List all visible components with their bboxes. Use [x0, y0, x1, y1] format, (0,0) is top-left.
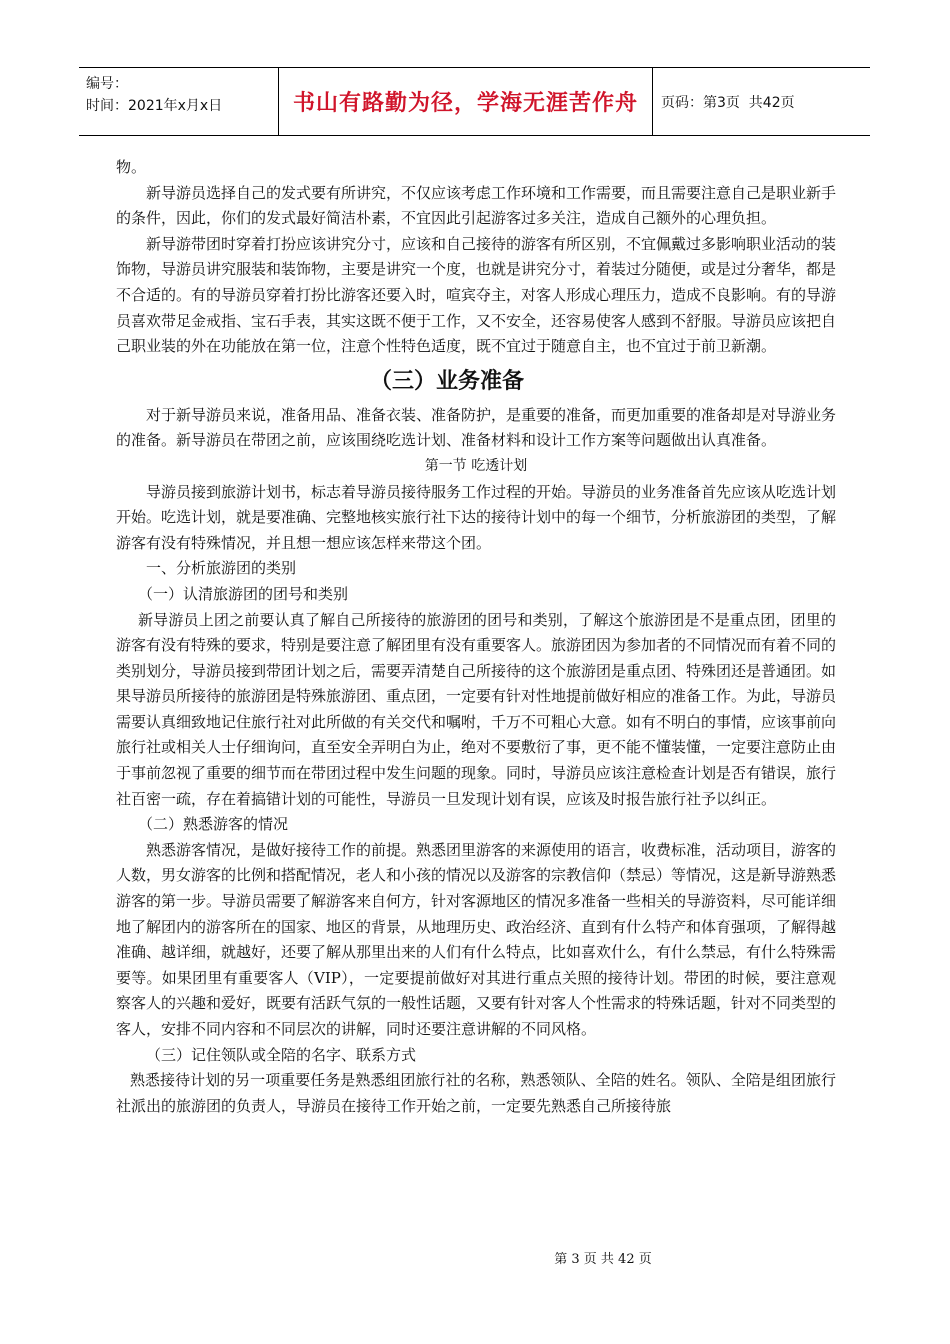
section-title: （三）业务准备 [369, 368, 524, 394]
paragraph: 导游员接到旅游计划书，标志着导游员接待服务工作过程的开始。导游员的业务准备首先应该从吃选计划开始。吃选计划，就是要准确、完整地核实旅行社下达的接待计划中的每一个细节，分析旅游团的类型，了解游客有没有特殊情况，并且想一想应该怎样来带这个团。 [116, 482, 837, 552]
page-header [79, 67, 870, 136]
paragraph: 物。 [116, 158, 147, 176]
paragraph: 新导游员选择自己的发式要有所讲究，不仅应该考虑工作环境和工作需要，而且需要注意自己是职业新手的条件，因此，你们的发式最好简洁朴素，不宜因此引起游客过多关注，造成自己额外的心理负担。 [116, 183, 837, 228]
paragraph: 熟悉游客情况，是做好接待工作的前提。熟悉团里游客的来源使用的语言，收费标准，活动项目，游客的人数，男女游客的比例和搭配情况，老人和小孩的情况以及游客的宗教信仰（禁忌）等情况，这是新导游熟悉游客的第一步。导游员需要了解游客来自何方，针对客源地区的情况多准备一些相关的导游资料，尽可能详细地了解团内的游客所在的国家、地区的背景，从地理历史、政治经济、直到有什么特产和体育强项，了解得越准确、越详细，就越好，还要了解从那里出来的人们有什么特点，比如喜欢什么，有什么禁忌，有什么特殊需要等。如果团里有重要客人（VIP），一定要提前做好对其进行重点关照的接待计划。带团的时候，要注意观察客人的兴趣和爱好，既要有活跃气氛的一般性话题，又要有针对客人个性需求的特殊话题，针对不同类型的客人，安排不同内容和不同层次的讲解，同时还要注意讲解的不同风格。 [116, 840, 837, 1038]
header-motto: 书山有路勤为径，学海无涯苦作舟 [279, 68, 653, 135]
heading-level-2: （二）熟悉游客的情况 [138, 815, 289, 834]
paragraph: 新导游带团时穿着打扮应该讲究分寸，应该和自己接待的游客有所区别，不宜佩戴过多影响职业活动的装饰物，导游员讲究服装和装饰物，主要是讲究一个度，也就是讲究分寸，着装过分随便，或是过分奢华，都是不合适的。有的导游员穿着打扮比游客还要入时，喧宾夺主，对客人形成心理压力，造成不良影响。有的导游员喜欢带足金戒指、宝石手表，其实这既不便于工作，又不安全，还容易使客人感到不舒服。导游员应该把自己职业装的外在功能放在第一位，注意个性特色适度，既不宜过于随意自主，也不宜过于前卫新潮。 [116, 234, 837, 356]
paragraph: 对于新导游员来说，准备用品、准备衣装、准备防护，是重要的准备，而更加重要的准备却是对导游业务的准备。新导游员在带团之前，应该围绕吃选计划、准备材料和设计工作方案等问题做出认真准备。 [116, 405, 837, 450]
header-meta [79, 68, 279, 135]
paragraph: 熟悉接待计划的另一项重要任务是熟悉组团旅行社的名称，熟悉领队、全陪的姓名。领队、全陪是组团旅行社派出的旅游团的负责人，导游员在接待工作开始之前，一定要先熟悉自己所接待旅 [116, 1071, 836, 1115]
header-page-info [653, 68, 870, 135]
subsection-title: 第一节 吃透计划 [424, 457, 528, 474]
heading-level-1: 一、分析旅游团的类别 [146, 559, 297, 578]
header-page-info-text: 页码：第3页 共42页 [661, 94, 795, 111]
paragraph: 新导游员上团之前要认真了解自己所接待的旅游团的团号和类别，了解这个旅游团是不是重点团，团里的游客有没有特殊的要求，特别是要注意了解团里有没有重要客人。旅游团因为参加者的不同情况而有着不同的类别划分，导游员接到带团计划之后，需要弄清楚自己所接待的这个旅游团是重点团、特殊团还是普通团。如果导游员所接待的旅游团是特殊旅游团、重点团，一定要有针对性地提前做好相应的准备工作。为此，导游员需要认真细致地记住旅行社对此所做的有关交代和嘱咐，千万不可粗心大意。如有不明白的事情，应该事前向旅行社或相关人士仔细询问，直至安全弄明白为止，绝对不要敷衍了事，更不能不懂装懂，一定要注意防止由于事前忽视了重要的细节而在带团过程中发生问题的现象。同时，导游员应该注意检查计划是否有错误，旅行社百密一疏，存在着搞错计划的可能性，导游员一旦发现计划有误，应该及时报告旅行社予以纠正。 [116, 610, 837, 808]
header-time: 时间：2021年x月x日 [86, 98, 223, 114]
header-number: 编号： [86, 76, 128, 92]
heading-level-2: （一）认清旅游团的团号和类别 [138, 584, 349, 603]
page-footer: 第 3 页 共 42 页 [554, 1252, 652, 1267]
heading-level-2: （三）记住领队或全陪的名字、联系方式 [146, 1045, 417, 1064]
document-body [116, 155, 836, 1119]
